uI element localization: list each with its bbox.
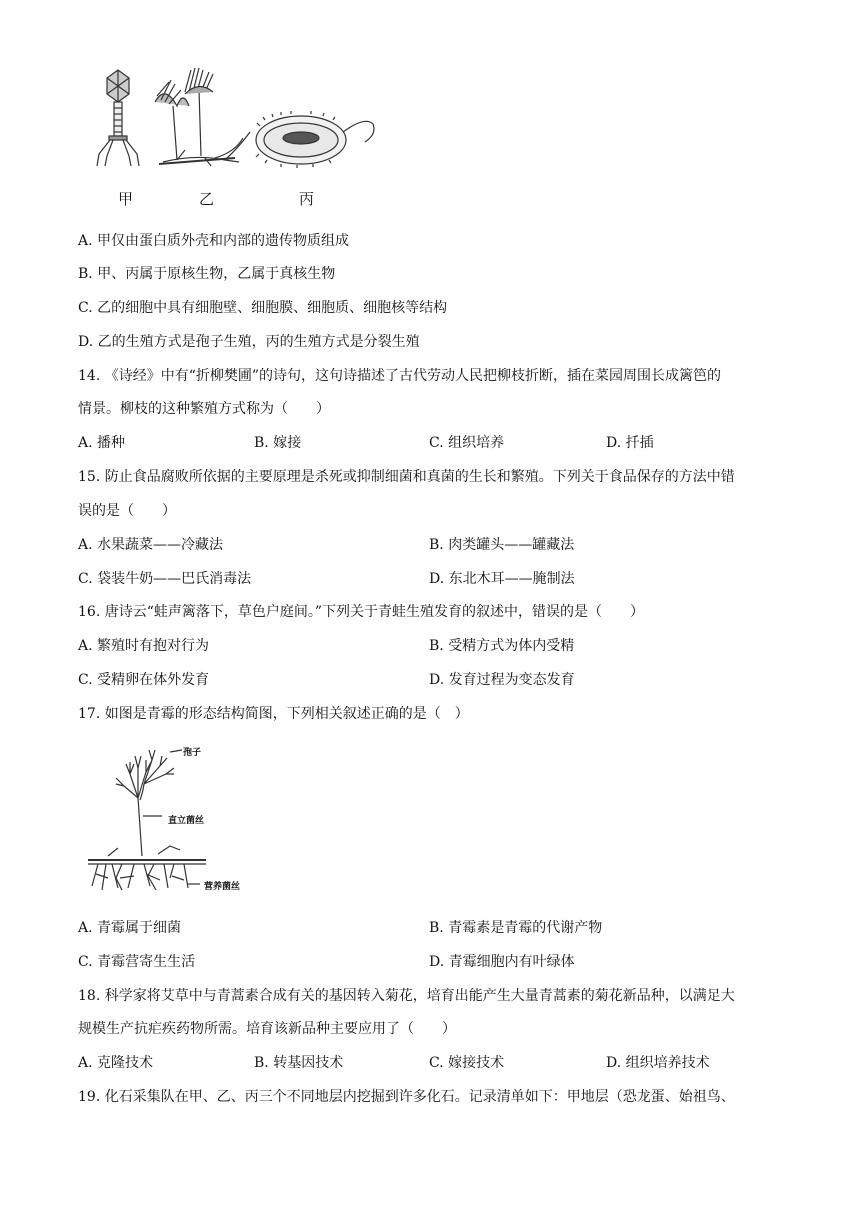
figure-label-bing: 丙 <box>299 190 315 208</box>
q18-option-a: A. 克隆技术 <box>78 1055 154 1071</box>
q13-option-b: B. 甲、丙属于原核生物，乙属于真核生物 <box>78 266 336 282</box>
phage-illustration <box>97 70 139 166</box>
q18-stem-line1: 18. 科学家将艾草中与青蒿素合成有关的基因转入菊花，培育出能产生大量青蒿素的菊花新品种，以满足大 <box>78 988 735 1004</box>
q15-stem-line1: 15. 防止食品腐败所依据的主要原理是杀死或抑制细菌和真菌的生长和繁殖。下列关于食品保存的方法中错 <box>78 469 735 485</box>
q17-stem-line1: 17. 如图是青霉的形态结构简图，下列相关叙述正确的是（ ） <box>78 706 469 722</box>
q17-option-a: A. 青霉属于细菌 <box>78 920 182 936</box>
bacterium-illustration <box>256 111 374 168</box>
figure-label-yi: 乙 <box>199 190 215 208</box>
q17-option-d: D. 青霉细胞内有叶绿体 <box>429 954 575 970</box>
q18-option-d: D. 组织培养技术 <box>606 1055 710 1071</box>
q16-option-c: C. 受精卵在体外发育 <box>78 672 210 688</box>
q14-option-c: C. 组织培养 <box>429 435 505 451</box>
q15-option-b: B. 肉类罐头——罐藏法 <box>429 537 575 553</box>
label-upright-hyphae: 直立菌丝 <box>168 816 205 826</box>
q14-stem-line1: 14. 《诗经》中有“折柳樊圃”的诗句，这句诗描述了古代劳动人民把柳枝折断，插在菜园周围长成篱笆的 <box>78 368 722 384</box>
q13-option-d: D. 乙的生殖方式是孢子生殖，丙的生殖方式是分裂生殖 <box>78 334 420 350</box>
label-spore: 孢子 <box>183 748 202 758</box>
q18-stem-line2: 规模生产抗疟疾药物所需。培育该新品种主要应用了（ ） <box>78 1021 456 1037</box>
q15-option-d: D. 东北木耳——腌制法 <box>429 571 575 587</box>
q15-option-c: C. 袋装牛奶——巴氏消毒法 <box>78 571 252 587</box>
q19-stem-line1: 19. 化石采集队在甲、乙、丙三个不同地层内挖掘到许多化石。记录清单如下：甲地层（恐龙蛋、始祖鸟、 <box>78 1089 735 1105</box>
q14-option-b: B. 嫁接 <box>254 435 302 451</box>
mold-illustration <box>155 68 250 166</box>
q16-option-a: A. 繁殖时有抱对行为 <box>78 638 210 654</box>
q14-option-d: D. 扦插 <box>606 435 654 451</box>
q16-option-b: B. 受精方式为体内受精 <box>429 638 575 654</box>
figure-label-jia: 甲 <box>118 190 134 208</box>
q15-option-a: A. 水果蔬菜——冷藏法 <box>78 537 224 553</box>
q18-option-b: B. 转基因技术 <box>254 1055 344 1071</box>
q16-stem-line1: 16. 唐诗云“蛙声篱落下，草色户庭间。”下列关于青蛙生殖发育的叙述中，错误的是（ ） <box>78 604 645 620</box>
q17-option-b: B. 青霉素是青霉的代谢产物 <box>429 920 603 936</box>
q14-stem-line2: 情景。柳枝的这种繁殖方式称为（ ） <box>78 401 330 417</box>
q15-stem-line2: 误的是（ ） <box>78 503 176 519</box>
q13-option-c: C. 乙的细胞中具有细胞壁、细胞膜、细胞质、细胞核等结构 <box>78 300 448 316</box>
q17-option-c: C. 青霉营寄生生活 <box>78 954 196 970</box>
q13-option-a: A. 甲仅由蛋白质外壳和内部的遗传物质组成 <box>78 233 350 249</box>
q14-option-a: A. 播种 <box>78 435 126 451</box>
q18-option-c: C. 嫁接技术 <box>429 1055 505 1071</box>
label-nutrient-hyphae: 营养菌丝 <box>204 882 241 892</box>
q16-option-d: D. 发育过程为变态发育 <box>429 672 575 688</box>
